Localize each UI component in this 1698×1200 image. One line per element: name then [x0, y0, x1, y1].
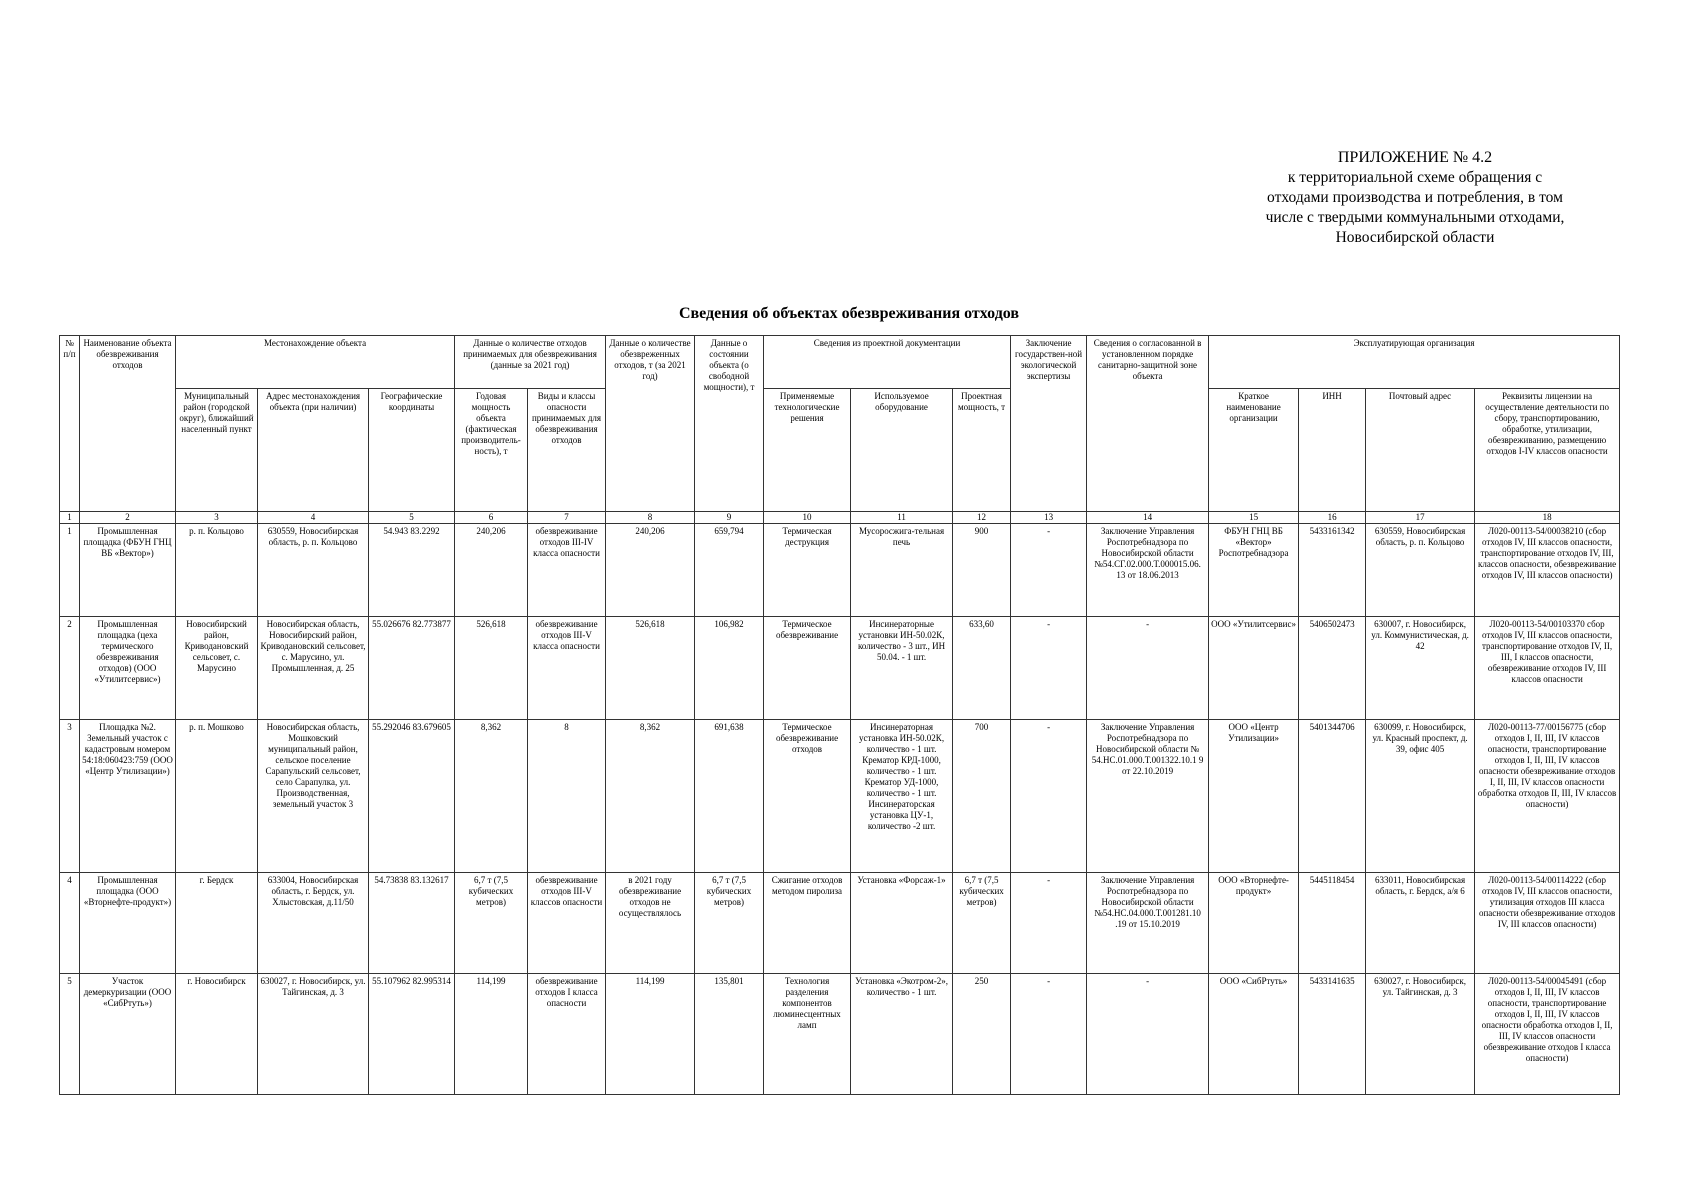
cell-capacity: 6,7 т (7,5 кубических метров)	[455, 873, 528, 974]
cell-sanitary: Заключение Управления Роспотребнадзора по Новосибирской области № 54.НС.01.000.Т.001322.10.1 9 от 22.10.2019	[1087, 720, 1209, 873]
header-inn: ИНН	[1299, 389, 1366, 512]
cell-sanitary: Заключение Управления Роспотребнадзора по Новосибирской области №54.НС.04.000.Т.001281.10 .19 от 15.10.2019	[1087, 873, 1209, 974]
header-name: Наименование объекта обезвреживания отходов	[80, 336, 176, 512]
cell-types: 8	[528, 720, 606, 873]
cell-address: 633004, Новосибирская область, г. Бердск, ул. Хлыстовская, д.11/50	[258, 873, 369, 974]
header-row	[60, 336, 1620, 389]
cell-design: 900	[953, 524, 1011, 617]
header-license: Реквизиты лицензии на осуществление деятельности по сбору, транспортированию, обработке, утилизации, обезвреживанию, размещению отходов I-IV классов опасности	[1475, 389, 1620, 512]
cell-equipment: Инсинераторная установка ИН-50.02К, количество - 1 шт. Крематор КРД-1000, количество - 1 шт. Крематор УД-1000, количество - 1 шт. Инсинераторская установка ЦУ-1, количество -2 шт.	[851, 720, 953, 873]
column-number: 2	[80, 512, 176, 524]
cell-coords: 54.943 83.2292	[369, 524, 455, 617]
cell-state: 659,794	[695, 524, 764, 617]
cell-types: обезвреживание отходов III-V классов опасности	[528, 873, 606, 974]
cell-district: р. п. Кольцово	[176, 524, 258, 617]
header-equipment: Используемое оборудование	[851, 389, 953, 512]
cell-postal: 633011, Новосибирская область, г. Бердск, а/я 6	[1366, 873, 1475, 974]
cell-sanitary: -	[1087, 617, 1209, 720]
cell-district: г. Новосибирск	[176, 974, 258, 1095]
header-district: Муниципальный район (городской округ), ближайший населенный пункт	[176, 389, 258, 512]
cell-tech: Технология разделения компонентов люминесцентных ламп	[764, 974, 851, 1095]
column-number: 5	[369, 512, 455, 524]
cell-name: Промышленная площадка (ООО «Вторнефте-продукт»)	[80, 873, 176, 974]
appendix-line: отходами производства и потребления, в том	[1267, 189, 1563, 206]
cell-name: Площадка №2. Земельный участок с кадастровым номером 54:18:060423:759 (ООО «Центр Утилизации»)	[80, 720, 176, 873]
cell-org: ФБУН ГНЦ ВБ «Вектор» Роспотребнадзора	[1209, 524, 1299, 617]
header-design: Проектная мощность, т	[953, 389, 1011, 512]
column-number: 17	[1366, 512, 1475, 524]
cell-expertise: -	[1011, 524, 1087, 617]
column-number: 9	[695, 512, 764, 524]
cell-org: ООО «Вторнефте-продукт»	[1209, 873, 1299, 974]
cell-neutralized: 114,199	[606, 974, 695, 1095]
cell-address: 630027, г. Новосибирск, ул. Тайгинская, д. 3	[258, 974, 369, 1095]
cell-equipment: Установка «Форсаж-1»	[851, 873, 953, 974]
cell-capacity: 240,206	[455, 524, 528, 617]
cell-name: Участок демеркуризации (ООО «СибРтуть»)	[80, 974, 176, 1095]
header-capacity: Годовая мощность объекта (фактическая производитель-ность), т	[455, 389, 528, 512]
column-number: 7	[528, 512, 606, 524]
cell-inn: 5433161342	[1299, 524, 1366, 617]
table-row	[60, 974, 1620, 1095]
header-types: Виды и классы опасности принимаемых для обезвреживания отходов	[528, 389, 606, 512]
appendix-number: ПРИЛОЖЕНИЕ № 4.2	[1337, 149, 1493, 166]
cell-address: Новосибирская область, Мошковский муниципальный район, сельское поселение Сарапульский сельсовет, село Сарапулка, ул. Производственная, земельный участок 3	[258, 720, 369, 873]
cell-sanitary: -	[1087, 974, 1209, 1095]
cell-expertise: -	[1011, 974, 1087, 1095]
cell-tech: Сжигание отходов методом пиролиза	[764, 873, 851, 974]
cell-address: 630559, Новосибирская область, р. п. Кольцово	[258, 524, 369, 617]
cell-inn: 5433141635	[1299, 974, 1366, 1095]
cell-no: 5	[60, 974, 80, 1095]
appendix-line: числе с твердыми коммунальными отходами,	[1265, 209, 1565, 226]
cell-license: Л020-00113-77/00156775 (сбор отходов I, II, III, IV классов опасности, транспортирование отходов I, II, III, IV классов опасности обезвреживание отходов I, II, III, IV классов опасности обработка отходов II, III, IV классов опасности)	[1475, 720, 1620, 873]
column-number: 16	[1299, 512, 1366, 524]
column-number: 13	[1011, 512, 1087, 524]
column-number: 15	[1209, 512, 1299, 524]
cell-coords: 55.107962 82.995314	[369, 974, 455, 1095]
column-numbers-row	[60, 512, 1620, 524]
cell-district: Новосибирский район, Криводановский сельсовет, с. Марусино	[176, 617, 258, 720]
header-postal: Почтовый адрес	[1366, 389, 1475, 512]
cell-postal: 630099, г. Новосибирск, ул. Красный проспект, д. 39, офис 405	[1366, 720, 1475, 873]
cell-neutralized: 8,362	[606, 720, 695, 873]
appendix-line: Новосибирской области	[1335, 229, 1495, 246]
cell-tech: Термическое обезвреживание отходов	[764, 720, 851, 873]
cell-neutralized: 526,618	[606, 617, 695, 720]
cell-postal: 630027, г. Новосибирск, ул. Тайгинская, д. 3	[1366, 974, 1475, 1095]
cell-license: Л020-00113-54/00103370 сбор отходов IV, III классов опасности, транспортирование отходов IV, II, III, I классов опасности, обезвреживание отходов IV, III классов опасности	[1475, 617, 1620, 720]
header-quantity: Данные о количестве отходов принимаемых для обезвреживания (данные за 2021 год)	[455, 336, 606, 389]
header-sanitary: Сведения о согласованной в установленном порядке санитарно-защитной зоне объекта	[1087, 336, 1209, 512]
cell-district: г. Бердск	[176, 873, 258, 974]
cell-equipment: Установка «Экотром-2», количество - 1 шт.	[851, 974, 953, 1095]
cell-org: ООО «Центр Утилизации»	[1209, 720, 1299, 873]
cell-no: 4	[60, 873, 80, 974]
column-number: 8	[606, 512, 695, 524]
document-title: Сведения об объектах обезвреживания отходов	[678, 305, 1020, 322]
cell-types: обезвреживание отходов III-V класса опасности	[528, 617, 606, 720]
header-expertise: Заключение государствен-ной экологической экспертизы	[1011, 336, 1087, 512]
cell-license: Л020-00113-54/00114222 (сбор отходов IV, III классов опасности, утилизация отходов III класса опасности обезвреживание отходов IV, III классов опасности)	[1475, 873, 1620, 974]
cell-expertise: -	[1011, 617, 1087, 720]
table-row	[60, 524, 1620, 617]
column-number: 11	[851, 512, 953, 524]
column-number: 1	[60, 512, 80, 524]
cell-equipment: Мусоросжига-тельная печь	[851, 524, 953, 617]
cell-no: 1	[60, 524, 80, 617]
cell-types: обезвреживание отходов I класса опасности	[528, 974, 606, 1095]
column-number: 12	[953, 512, 1011, 524]
header-state: Данные о состоянии объекта (о свободной мощности), т	[695, 336, 764, 512]
cell-inn: 5401344706	[1299, 720, 1366, 873]
cell-inn: 5406502473	[1299, 617, 1366, 720]
header-operator: Эксплуатирующая организация	[1209, 336, 1620, 389]
header-org-short: Краткое наименование организации	[1209, 389, 1299, 512]
cell-equipment: Инсинераторные установки ИН-50.02К, количество - 3 шт., ИН 50.04. - 1 шт.	[851, 617, 953, 720]
cell-tech: Термическое обезвреживание	[764, 617, 851, 720]
cell-tech: Термическая деструкция	[764, 524, 851, 617]
cell-org: ООО «Утилитсервис»	[1209, 617, 1299, 720]
table-row	[60, 720, 1620, 873]
cell-state: 106,982	[695, 617, 764, 720]
header-project: Сведения из проектной документации	[764, 336, 1011, 389]
cell-address: Новосибирская область, Новосибирский район, Криводановский сельсовет, с. Марусино, ул. Промышленная, д. 25	[258, 617, 369, 720]
column-number: 18	[1475, 512, 1620, 524]
table-row	[60, 617, 1620, 720]
cell-design: 250	[953, 974, 1011, 1095]
cell-capacity: 526,618	[455, 617, 528, 720]
cell-coords: 54.73838 83.132617	[369, 873, 455, 974]
cell-state: 6,7 т (7,5 кубических метров)	[695, 873, 764, 974]
cell-neutralized: 240,206	[606, 524, 695, 617]
column-number: 3	[176, 512, 258, 524]
cell-district: р. п. Мошково	[176, 720, 258, 873]
cell-no: 2	[60, 617, 80, 720]
cell-design: 6,7 т (7,5 кубических метров)	[953, 873, 1011, 974]
column-number: 6	[455, 512, 528, 524]
cell-postal: 630007, г. Новосибирск, ул. Коммунистическая, д. 42	[1366, 617, 1475, 720]
cell-neutralized: в 2021 году обезвреживание отходов не осуществлялось	[606, 873, 695, 974]
cell-state: 691,638	[695, 720, 764, 873]
cell-expertise: -	[1011, 873, 1087, 974]
cell-coords: 55.026676 82.773877	[369, 617, 455, 720]
cell-no: 3	[60, 720, 80, 873]
appendix-block	[1235, 148, 1595, 248]
header-location: Местонахождение объекта	[176, 336, 455, 389]
cell-name: Промышленная площадка (ФБУН ГНЦ ВБ «Вектор»)	[80, 524, 176, 617]
cell-expertise: -	[1011, 720, 1087, 873]
header-tech: Применяемые технологические решения	[764, 389, 851, 512]
subheader-row	[60, 389, 1620, 512]
cell-capacity: 114,199	[455, 974, 528, 1095]
cell-types: обезвреживание отходов III-IV класса опасности	[528, 524, 606, 617]
cell-design: 700	[953, 720, 1011, 873]
cell-license: Л020-00113-54/00045491 (сбор отходов I, II, III, IV классов опасности, транспортирование отходов I, II, III, IV классов опасности обработка отходов I, II, III, IV классов опасности обезвреживание отходов I класса опасности)	[1475, 974, 1620, 1095]
cell-sanitary: Заключение Управления Роспотребнадзора по Новосибирской области №54.СГ.02.000.Т.000015.06. 13 от 18.06.2013	[1087, 524, 1209, 617]
facilities-table	[59, 335, 1620, 1095]
column-number: 4	[258, 512, 369, 524]
cell-state: 135,801	[695, 974, 764, 1095]
header-address: Адрес местонахождения объекта (при наличии)	[258, 389, 369, 512]
cell-coords: 55.292046 83.679605	[369, 720, 455, 873]
cell-license: Л020-00113-54/00038210 (сбор отходов IV, III классов опасности, транспортирование отходов IV, III, классов опасности, обезвреживание отходов IV, III классов опасности)	[1475, 524, 1620, 617]
cell-name: Промышленная площадка (цеха термического обезвреживания отходов) (ООО «Утилитсервис»)	[80, 617, 176, 720]
cell-design: 633,60	[953, 617, 1011, 720]
cell-capacity: 8,362	[455, 720, 528, 873]
header-neutralized: Данные о количестве обезвреженных отходов, т (за 2021 год)	[606, 336, 695, 512]
column-number: 14	[1087, 512, 1209, 524]
cell-inn: 5445118454	[1299, 873, 1366, 974]
appendix-line: к территориальной схеме обращения с	[1287, 169, 1543, 186]
cell-org: ООО «СибРтуть»	[1209, 974, 1299, 1095]
column-number: 10	[764, 512, 851, 524]
header-coords: Географические координаты	[369, 389, 455, 512]
table-row	[60, 873, 1620, 974]
cell-postal: 630559, Новосибирская область, р. п. Кольцово	[1366, 524, 1475, 617]
header-no: № п/п	[60, 336, 80, 512]
